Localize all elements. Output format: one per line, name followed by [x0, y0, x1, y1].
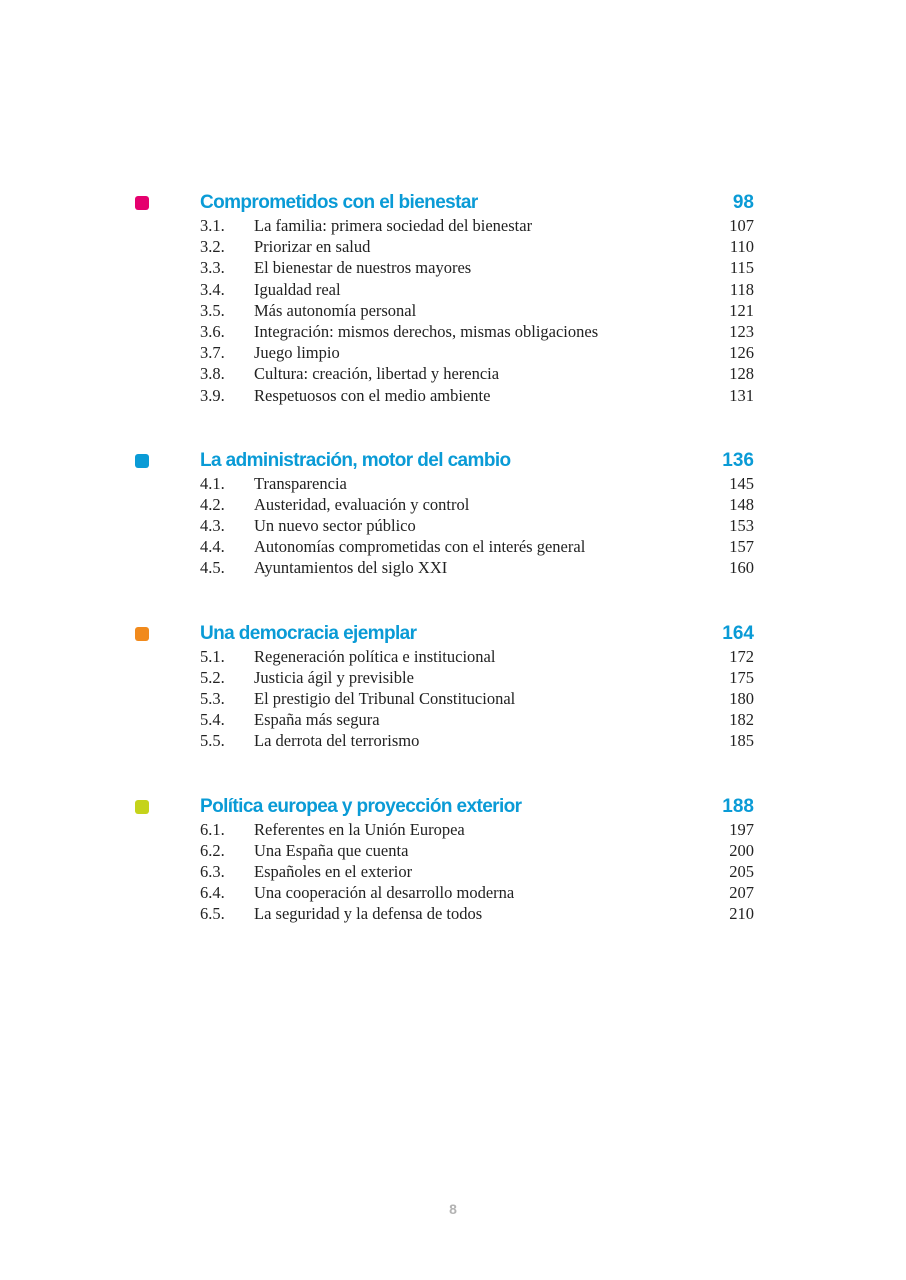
- entry-page-number: 180: [729, 689, 754, 708]
- entry-number: 6.4.: [200, 883, 225, 903]
- entry-page-number: 128: [729, 364, 754, 384]
- entry-label[interactable]: Un nuevo sector público: [254, 516, 416, 536]
- entry-number: 4.1.: [200, 473, 225, 493]
- entry-page-number: 197: [729, 819, 754, 839]
- entry-label[interactable]: Cultura: creación, libertad y herencia: [254, 364, 500, 384]
- toc-entry[interactable]: [200, 536, 754, 557]
- section-marker-icon: [135, 627, 149, 641]
- entry-page-number: 118: [729, 279, 754, 299]
- toc-entry[interactable]: [200, 473, 754, 494]
- entry-label[interactable]: Austeridad, evaluación y control: [254, 494, 470, 514]
- entry-page-number: 160: [729, 558, 754, 578]
- section-heading[interactable]: [200, 190, 754, 215]
- section-page-number: 188: [722, 795, 754, 817]
- entry-page-number: 175: [729, 667, 754, 687]
- entry-page-number: 205: [729, 861, 754, 881]
- entry-number: 3.4.: [200, 279, 225, 299]
- entry-label[interactable]: La derrota del terrorismo: [254, 731, 420, 751]
- entry-page-number: 153: [729, 516, 754, 536]
- toc-entry[interactable]: [200, 300, 754, 321]
- toc-entry[interactable]: [200, 215, 754, 236]
- entry-label[interactable]: Autonomías comprometidas con el interés general: [254, 537, 586, 557]
- toc-entry[interactable]: [200, 257, 754, 278]
- entry-number: 3.6.: [200, 321, 225, 341]
- toc-entry[interactable]: [200, 385, 754, 406]
- entry-label[interactable]: El prestigio del Tribunal Constitucional: [254, 689, 516, 708]
- toc-entry[interactable]: [200, 861, 754, 882]
- entry-number: 5.5.: [200, 731, 225, 751]
- toc-section: [0, 794, 906, 925]
- entry-label[interactable]: Una España que cuenta: [254, 840, 409, 860]
- toc-entry[interactable]: [200, 688, 754, 709]
- entry-page-number: 207: [729, 883, 754, 903]
- entry-number: 3.9.: [200, 385, 225, 405]
- toc-entry[interactable]: [200, 494, 754, 515]
- entry-label[interactable]: Una cooperación al desarrollo moderna: [254, 883, 515, 903]
- entry-label[interactable]: Transparencia: [254, 473, 347, 493]
- entry-page-number: 126: [729, 343, 754, 363]
- toc-entry[interactable]: [200, 321, 754, 342]
- entry-number: 4.5.: [200, 558, 225, 578]
- entry-page-number: 210: [729, 904, 754, 924]
- entry-number: 3.2.: [200, 237, 225, 257]
- toc-entry[interactable]: [200, 819, 754, 840]
- entry-number: 5.2.: [200, 667, 225, 687]
- toc-entry[interactable]: [200, 903, 754, 924]
- entry-label[interactable]: La seguridad y la defensa de todos: [254, 904, 483, 924]
- section-title[interactable]: Una democracia ejemplar: [200, 622, 417, 644]
- toc-entry[interactable]: [200, 557, 754, 578]
- toc-entry[interactable]: [200, 515, 754, 536]
- entry-number: 6.2.: [200, 840, 225, 860]
- toc-section: [0, 190, 906, 406]
- entry-page-number: 121: [729, 300, 754, 320]
- section-items: [0, 646, 906, 752]
- entry-page-number: 115: [729, 258, 754, 278]
- entry-label[interactable]: Igualdad real: [254, 279, 341, 299]
- entry-number: 6.3.: [200, 861, 225, 881]
- entry-page-number: 182: [729, 710, 754, 730]
- entry-label[interactable]: Más autonomía personal: [254, 300, 417, 320]
- entry-page-number: 172: [729, 646, 754, 666]
- section-title[interactable]: Política europea y proyección exterior: [200, 795, 522, 817]
- entry-label[interactable]: Juego limpio: [254, 343, 340, 363]
- section-items: [0, 473, 906, 579]
- toc-entry[interactable]: [200, 646, 754, 667]
- entry-page-number: 123: [729, 321, 754, 341]
- section-page-number: 98: [732, 192, 754, 213]
- entry-label[interactable]: Integración: mismos derechos, mismas obligaciones: [254, 321, 599, 341]
- section-marker-icon: [135, 196, 149, 210]
- entry-page-number: 131: [729, 385, 754, 405]
- section-items: [0, 215, 906, 406]
- toc-entry[interactable]: [200, 882, 754, 903]
- section-heading[interactable]: [200, 794, 754, 819]
- section-marker-icon: [135, 800, 149, 814]
- entry-number: 5.4.: [200, 710, 225, 730]
- toc-entry[interactable]: [200, 342, 754, 363]
- entry-page-number: 157: [729, 537, 754, 557]
- toc-entry[interactable]: [200, 363, 754, 384]
- toc-entry[interactable]: [200, 730, 754, 751]
- entry-label[interactable]: La familia: primera sociedad del bienestar: [254, 216, 533, 235]
- entry-label[interactable]: Regeneración política e institucional: [254, 646, 496, 666]
- entry-page-number: 148: [729, 494, 754, 514]
- section-marker-icon: [135, 454, 149, 468]
- entry-label[interactable]: Referentes en la Unión Europea: [254, 819, 465, 839]
- entry-number: 3.3.: [200, 258, 225, 278]
- toc-section: [0, 621, 906, 752]
- section-heading[interactable]: [200, 448, 754, 473]
- section-page-number: 136: [722, 449, 754, 471]
- entry-number: 4.4.: [200, 537, 225, 557]
- toc-entry[interactable]: [200, 667, 754, 688]
- table-of-contents: [0, 190, 906, 967]
- toc-section: [0, 448, 906, 579]
- toc-entry[interactable]: [200, 709, 754, 730]
- section-items: [0, 819, 906, 925]
- toc-entry[interactable]: [200, 840, 754, 861]
- entry-label[interactable]: Respetuosos con el medio ambiente: [254, 385, 491, 405]
- entry-number: 3.8.: [200, 364, 225, 384]
- entry-label[interactable]: Españoles en el exterior: [254, 861, 413, 881]
- entry-page-number: 145: [729, 473, 754, 493]
- section-page-number: 164: [722, 622, 754, 644]
- entry-number: 6.1.: [200, 819, 225, 839]
- entry-page-number: 200: [729, 840, 754, 860]
- entry-number: 5.3.: [200, 689, 225, 708]
- entry-number: 5.1.: [200, 646, 225, 666]
- toc-entry[interactable]: [200, 236, 754, 257]
- entry-label[interactable]: España más segura: [254, 710, 380, 730]
- section-title[interactable]: La administración, motor del cambio: [200, 449, 511, 471]
- section-heading[interactable]: [200, 621, 754, 646]
- entry-number: 3.7.: [200, 343, 225, 363]
- entry-number: 6.5.: [200, 904, 225, 924]
- entry-number: 3.5.: [200, 300, 225, 320]
- entry-page-number: 185: [729, 731, 754, 751]
- entry-number: 3.1.: [200, 216, 225, 235]
- entry-label[interactable]: El bienestar de nuestros mayores: [254, 258, 472, 278]
- entry-label[interactable]: Ayuntamientos del siglo XXI: [254, 558, 448, 578]
- entry-label[interactable]: Justicia ágil y previsible: [254, 667, 414, 687]
- entry-number: 4.2.: [200, 494, 225, 514]
- toc-entry[interactable]: [200, 279, 754, 300]
- section-title[interactable]: Comprometidos con el bienestar: [200, 192, 478, 213]
- page-number: 8: [449, 1201, 457, 1217]
- entry-page-number: 110: [729, 237, 754, 257]
- entry-page-number: 107: [729, 216, 754, 235]
- entry-number: 4.3.: [200, 516, 225, 536]
- entry-label[interactable]: Priorizar en salud: [254, 237, 371, 257]
